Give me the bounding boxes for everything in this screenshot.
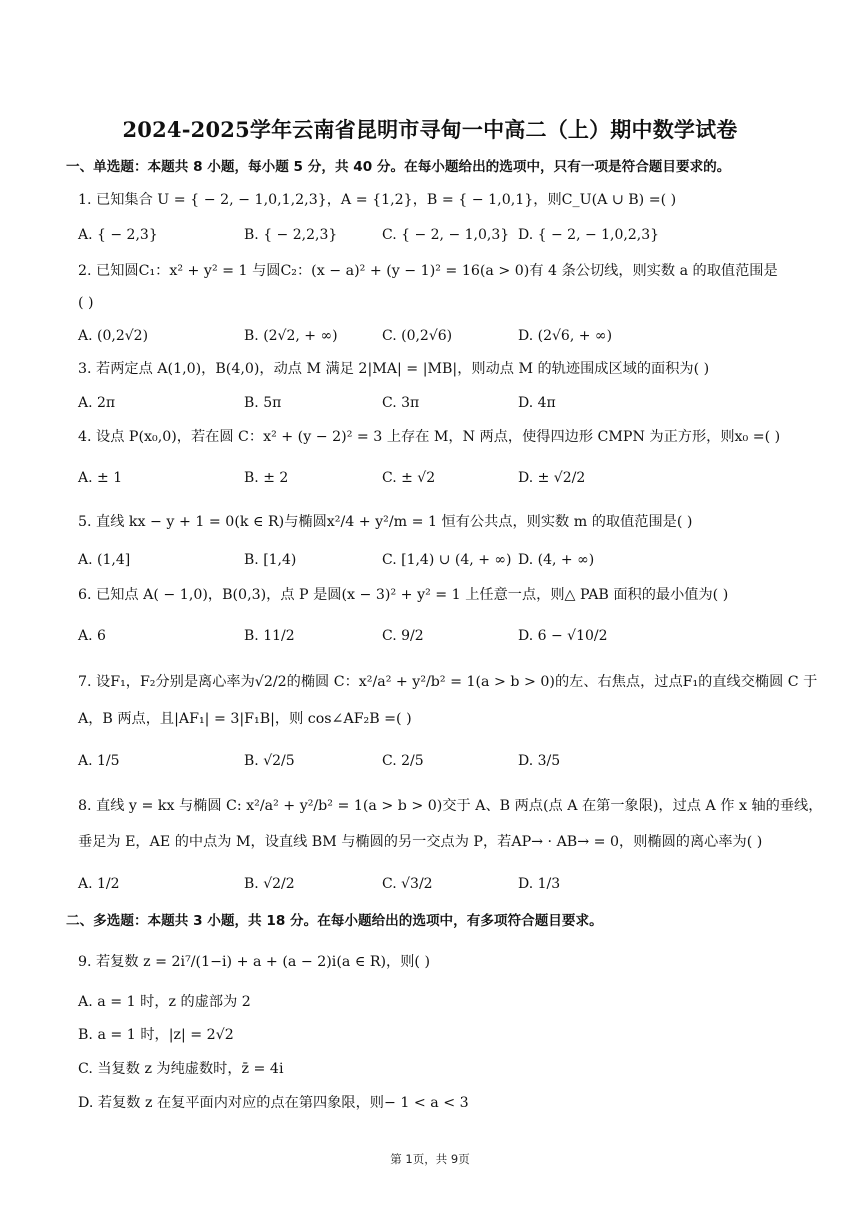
q2-option-d: D. (2√6, + ∞) [518, 328, 613, 344]
q9-option-d: D. 若复数 z 在复平面内对应的点在第四象限，则− 1 < a < 3 [78, 1095, 469, 1111]
q4-option-c: C. ± √2 [382, 470, 436, 486]
question-8-stem-cont: 垂足为 E，AE 的中点为 M，设直线 BM 与椭圆的另一交点为 P，若AP→ · AB→ = 0，则椭圆的离心率为( ) [78, 834, 763, 850]
question-7-stem-cont: A，B 两点，且|AF₁| = 3|F₁B|，则 cos∠AF₂B =( ) [78, 711, 412, 727]
q1-option-b: B. { − 2,2,3} [244, 227, 338, 243]
q9-option-c: C. 当复数 z 为纯虚数时，z̄ = 4i [78, 1061, 284, 1077]
question-9-stem: 9. 若复数 z = 2i⁷/(1−i) + a + (a − 2)i(a ∈ R)，则( ) [78, 954, 431, 970]
q1-option-d: D. { − 2, − 1,0,2,3} [518, 227, 660, 243]
q6-option-d: D. 6 − √10/2 [518, 628, 608, 644]
q6-option-b: B. 11/2 [244, 628, 295, 644]
section-single-choice: 一、单选题：本题共 8 小题，每小题 5 分，共 40 分。在每小题给出的选项中，只有一项是符合题目要求的。 [66, 159, 731, 175]
question-4-stem: 4. 设点 P(x₀,0)，若在圆 C：x² + (y − 2)² = 3 上存在 M，N 两点，使得四边形 CMPN 为正方形，则x₀ =( ) [78, 429, 781, 445]
q9-option-a: A. a = 1 时，z 的虚部为 2 [78, 994, 251, 1010]
q5-option-c: C. [1,4) ∪ (4, + ∞) [382, 552, 512, 568]
q3-option-d: D. 4π [518, 395, 556, 411]
q6-option-c: C. 9/2 [382, 628, 424, 644]
q1-option-a: A. { − 2,3} [78, 227, 158, 243]
q8-option-a: A. 1/2 [78, 876, 120, 892]
question-6-stem: 6. 已知点 A( − 1,0)，B(0,3)，点 P 是圆(x − 3)² + y² = 1 上任意一点，则△ PAB 面积的最小值为( ) [78, 587, 729, 603]
q8-option-b: B. √2/2 [244, 876, 295, 892]
q4-option-d: D. ± √2/2 [518, 470, 586, 486]
q2-option-a: A. (0,2√2) [78, 328, 149, 344]
question-1-stem: 1. 已知集合 U = { − 2, − 1,0,1,2,3}，A = {1,2}，B = { − 1,0,1}，则C_U(A ∪ B) =( ) [78, 192, 677, 208]
q5-option-b: B. [1,4) [244, 552, 297, 568]
q5-option-a: A. (1,4] [78, 552, 131, 568]
q2-option-c: C. (0,2√6) [382, 328, 453, 344]
q7-option-d: D. 3/5 [518, 753, 561, 769]
q3-option-c: C. 3π [382, 395, 420, 411]
question-8-stem: 8. 直线 y = kx 与椭圆 C: x²/a² + y²/b² = 1(a > b > 0)交于 A、B 两点(点 A 在第一象限)，过点 A 作 x 轴的垂线， [78, 798, 823, 814]
question-2-stem-cont: ( ) [78, 295, 94, 311]
q6-option-a: A. 6 [78, 628, 106, 644]
q3-option-b: B. 5π [244, 395, 282, 411]
q8-option-c: C. √3/2 [382, 876, 433, 892]
q7-option-a: A. 1/5 [78, 753, 120, 769]
q2-option-b: B. (2√2, + ∞) [244, 328, 338, 344]
question-2-stem: 2. 已知圆C₁：x² + y² = 1 与圆C₂：(x − a)² + (y − 1)² = 16(a > 0)有 4 条公切线，则实数 a 的取值范围是 [78, 263, 778, 279]
q1-option-c: C. { − 2, − 1,0,3} [382, 227, 510, 243]
q8-option-d: D. 1/3 [518, 876, 561, 892]
q5-option-d: D. (4, + ∞) [518, 552, 595, 568]
q9-option-b: B. a = 1 时，|z| = 2√2 [78, 1027, 234, 1043]
q7-option-c: C. 2/5 [382, 753, 424, 769]
page-footer: 第 1页，共 9页 [390, 1152, 470, 1166]
question-7-stem: 7. 设F₁，F₂分别是离心率为√2/2的椭圆 C：x²/a² + y²/b² = 1(a > b > 0)的左、右焦点，过点F₁的直线交椭圆 C 于 [78, 674, 818, 690]
q3-option-a: A. 2π [78, 395, 116, 411]
exam-title: 2024-2025学年云南省昆明市寻甸一中高二（上）期中数学试卷 [122, 117, 738, 142]
question-5-stem: 5. 直线 kx − y + 1 = 0(k ∈ R)与椭圆x²/4 + y²/m = 1 恒有公共点，则实数 m 的取值范围是( ) [78, 514, 693, 530]
question-3-stem: 3. 若两定点 A(1,0)，B(4,0)，动点 M 满足 2|MA| = |MB|，则动点 M 的轨迹围成区域的面积为( ) [78, 361, 710, 377]
section-multiple-choice: 二、多选题：本题共 3 小题，共 18 分。在每小题给出的选项中，有多项符合题目要求。 [66, 913, 603, 929]
q7-option-b: B. √2/5 [244, 753, 295, 769]
q4-option-a: A. ± 1 [78, 470, 123, 486]
q4-option-b: B. ± 2 [244, 470, 289, 486]
